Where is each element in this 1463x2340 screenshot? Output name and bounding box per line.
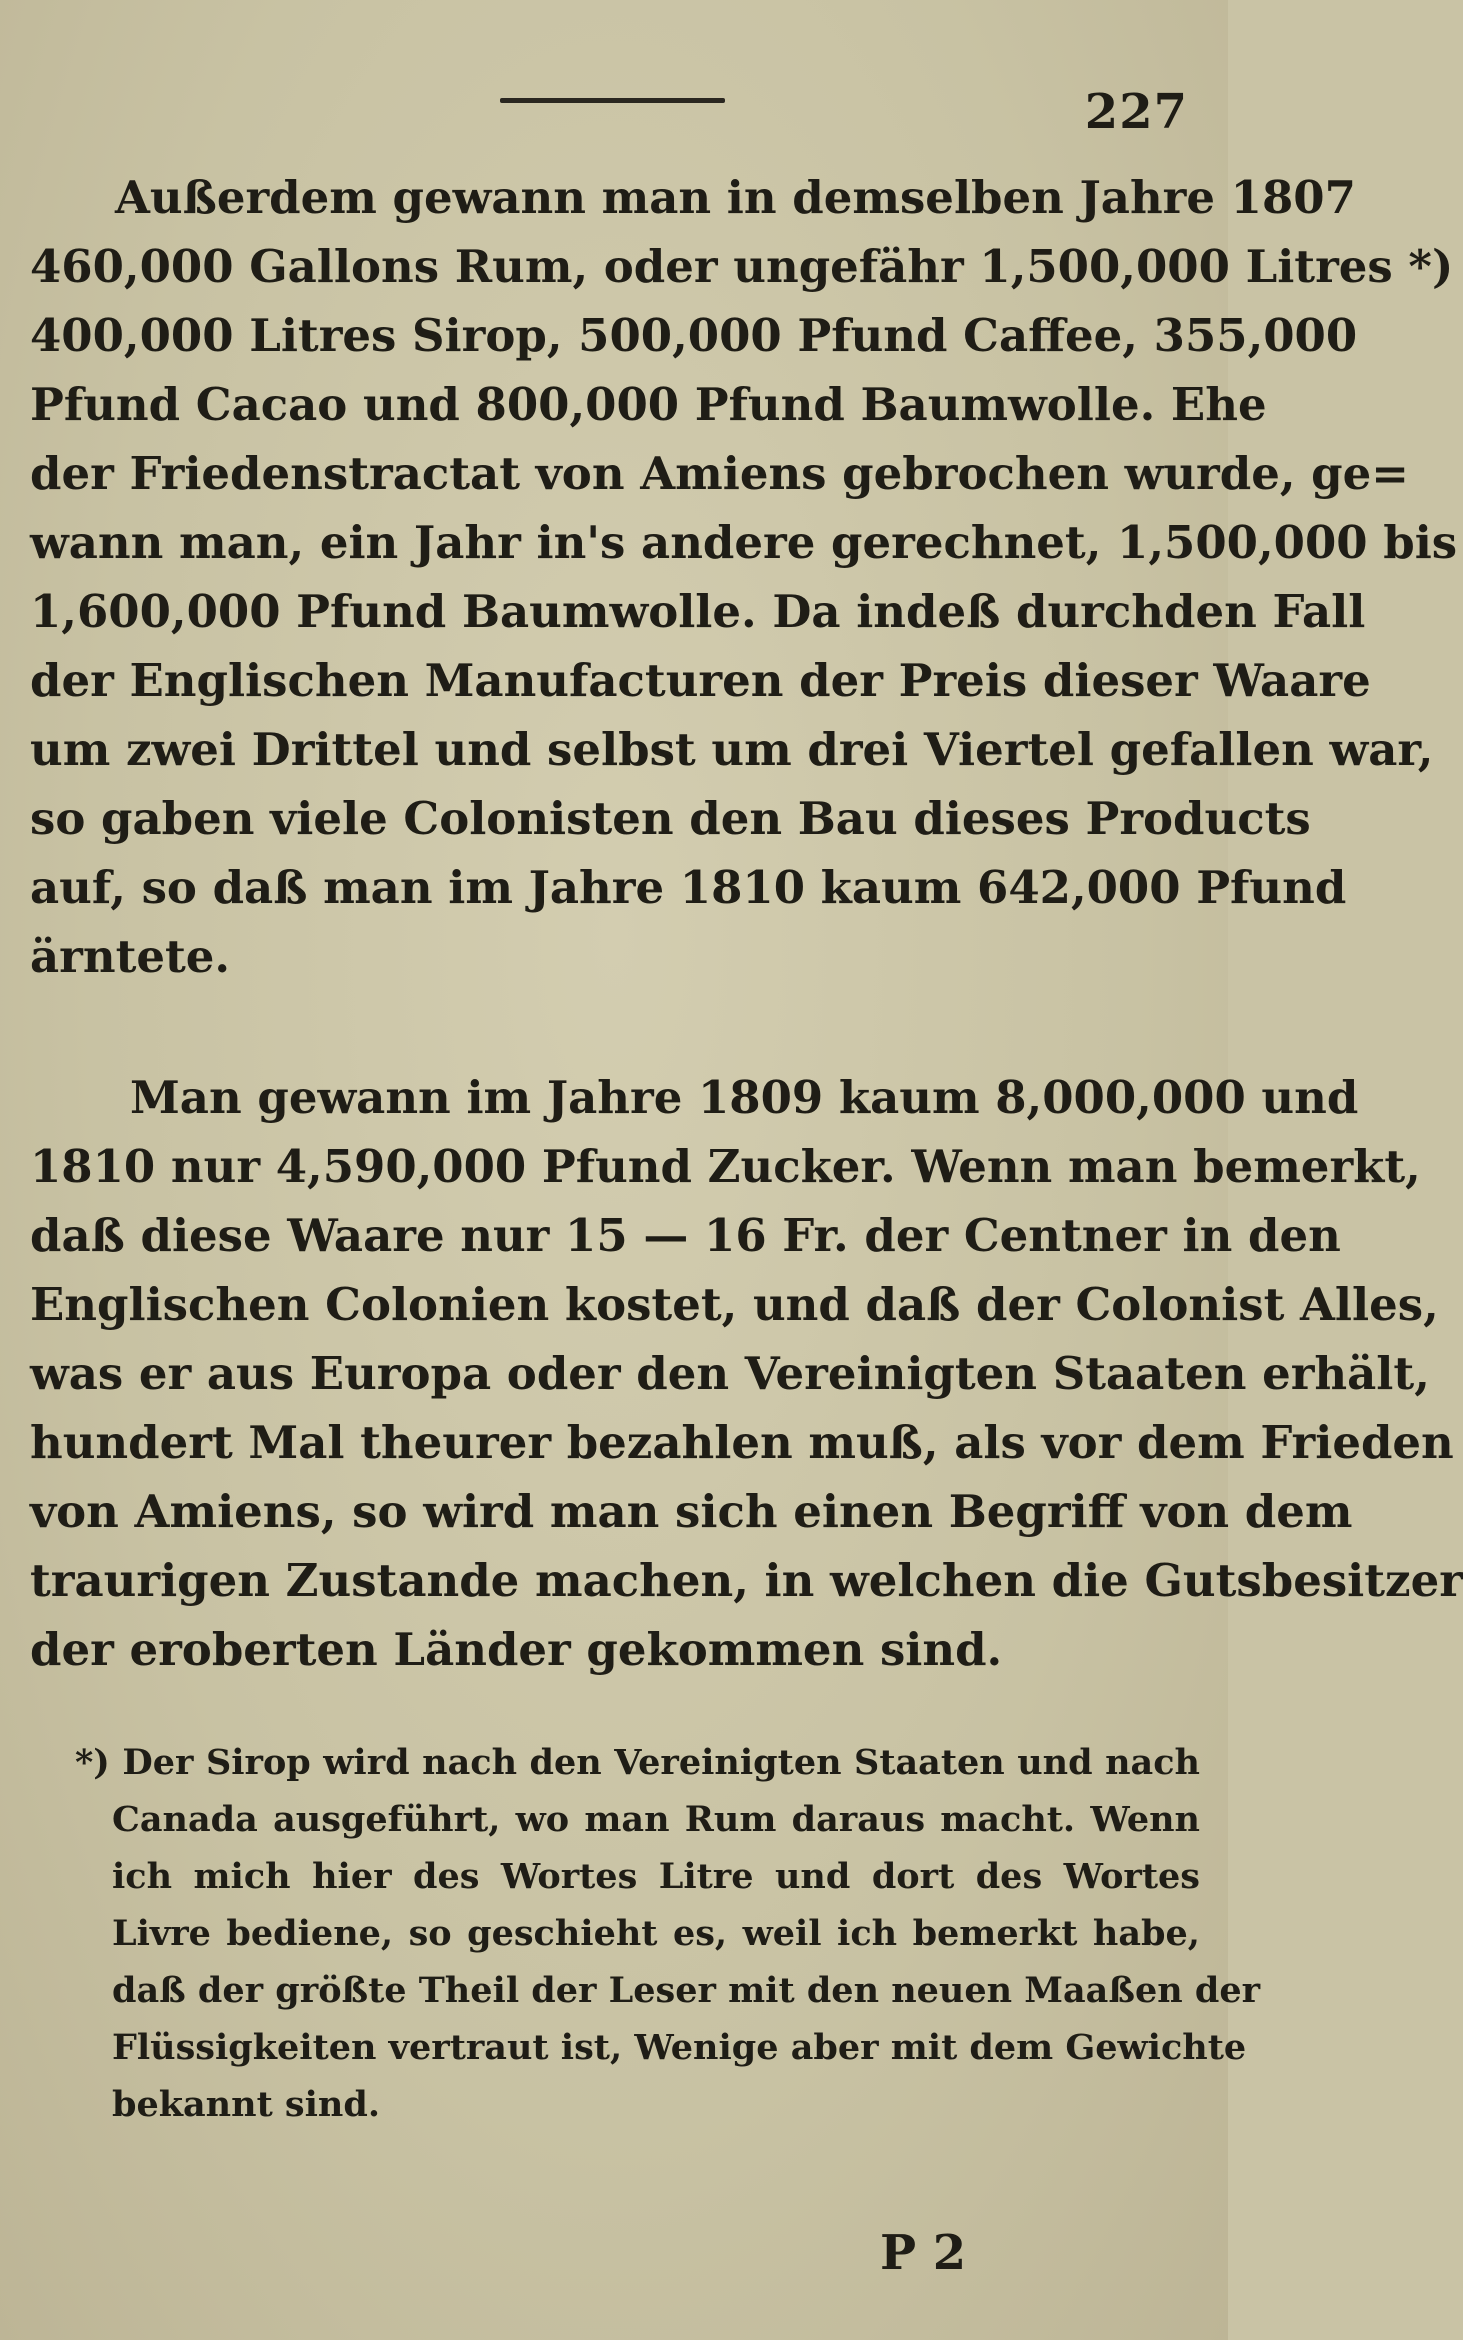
text-line: 1810 nur 4,590,000 Pfund Zucker. Wenn man bemerkt,: [30, 1140, 1421, 1193]
text-line: Pfund Cacao und 800,000 Pfund Baumwolle. Ehe: [30, 378, 1267, 431]
paragraph-1: [30, 163, 1458, 991]
text-line: traurigen Zustande machen, in welchen die Gutsbesitzer: [30, 1554, 1463, 1607]
text-line: 1,600,000 Pfund Baumwolle. Da indeß durchden Fall: [30, 585, 1366, 638]
text-line: 400,000 Litres Sirop, 500,000 Pfund Caffee, 355,000: [30, 309, 1358, 362]
text-line: was er aus Europa oder den Vereinigten Staaten erhält,: [30, 1347, 1430, 1400]
text-line: 460,000 Gallons Rum, oder ungefähr 1,500,000 Litres *): [30, 240, 1454, 293]
text-line: von Amiens, so wird man sich einen Begriff von dem: [30, 1485, 1353, 1538]
text-line: ärntete.: [30, 930, 231, 983]
footnote-line: Canada ausgeführt, wo man Rum daraus macht. Wenn: [112, 1799, 1200, 1840]
text-line: der Englischen Manufacturen der Preis dieser Waare: [30, 654, 1371, 707]
text-line: wann man, ein Jahr in's andere gerechnet, 1,500,000 bis: [30, 516, 1458, 569]
text-line: Außerdem gewann man in demselben Jahre 1807: [115, 171, 1356, 224]
footnote-line: *) Der Sirop wird nach den Vereinigten Staaten und nach: [75, 1742, 1200, 1783]
footnote: [30, 1734, 1261, 2133]
footnote-line: ich mich hier des Wortes Litre und dort des Wortes: [112, 1856, 1200, 1897]
footnote-line: Flüssigkeiten vertraut ist, Wenige aber mit dem Gewichte: [112, 2027, 1247, 2068]
text-line: der Friedenstractat von Amiens gebrochen wurde, ge=: [30, 447, 1409, 500]
footnote-line: Livre bediene, so geschieht es, weil ich bemerkt habe,: [112, 1913, 1200, 1954]
printer-signature: P 2: [880, 2225, 967, 2281]
text-line: daß diese Waare nur 15 — 16 Fr. der Centner in den: [30, 1209, 1341, 1262]
footnote-line: daß der größte Theil der Leser mit den neuen Maaßen der: [112, 1970, 1261, 2011]
text-line: auf, so daß man im Jahre 1810 kaum 642,000 Pfund: [30, 861, 1347, 914]
text-line: Man gewann im Jahre 1809 kaum 8,000,000 und: [130, 1071, 1359, 1124]
text-line: so gaben viele Colonisten den Bau dieses Products: [30, 792, 1311, 845]
text-line: Englischen Colonien kostet, und daß der Colonist Alles,: [30, 1278, 1439, 1331]
text-line: hundert Mal theurer bezahlen muß, als vor dem Frieden: [30, 1416, 1454, 1469]
page-number: 227: [1084, 84, 1188, 140]
header-rule: [500, 98, 725, 103]
text-line: um zwei Drittel und selbst um drei Viertel gefallen war,: [30, 723, 1434, 776]
paragraph-2: [30, 1063, 1463, 1684]
text-line: der eroberten Länder gekommen sind.: [30, 1623, 1003, 1676]
footnote-line: bekannt sind.: [112, 2084, 381, 2125]
